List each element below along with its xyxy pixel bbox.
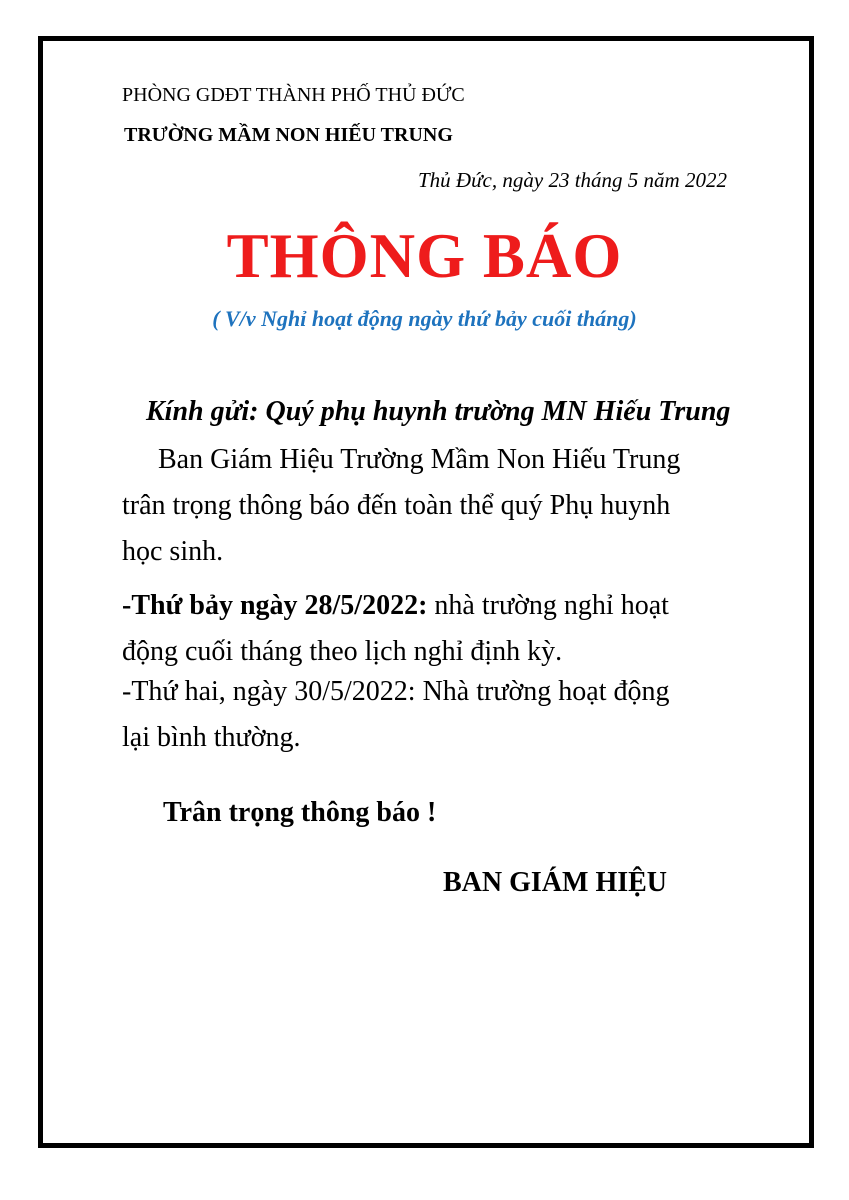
intro-line: Ban Giám Hiệu Trường Mầm Non Hiếu Trung xyxy=(158,444,681,475)
saturday-line-2: động cuối tháng theo lịch nghỉ định kỳ. xyxy=(122,636,563,667)
saturday-line-1 xyxy=(122,583,669,629)
saturday-item xyxy=(122,583,669,675)
saturday-text: nhà trường nghỉ hoạt xyxy=(427,590,669,621)
signer: BAN GIÁM HIỆU xyxy=(443,867,668,898)
notice-title: THÔNG BÁO xyxy=(226,221,623,291)
greeting: Kính gửi: Quý phụ huynh trường MN Hiếu Trung xyxy=(146,396,731,427)
saturday-date: -Thứ bảy ngày 28/5/2022: xyxy=(122,590,428,621)
monday-line-1: -Thứ hai, ngày 30/5/2022: Nhà trường hoạt động xyxy=(122,676,670,707)
school-name: TRƯỜNG MẦM NON HIẾU TRUNG xyxy=(124,124,453,146)
intro-line: trân trọng thông báo đến toàn thể quý Phụ huynh xyxy=(122,490,671,521)
closing-line: Trân trọng thông báo ! xyxy=(163,797,437,828)
intro-paragraph xyxy=(122,437,680,575)
monday-line-2: lại bình thường. xyxy=(122,722,301,753)
date-line: Thủ Đức, ngày 23 tháng 5 năm 2022 xyxy=(418,168,727,192)
notice-subtitle: ( V/v Nghỉ hoạt động ngày thứ bảy cuối tháng) xyxy=(212,306,637,331)
monday-item xyxy=(122,669,670,761)
intro-line: học sinh. xyxy=(122,536,224,567)
department-name: PHÒNG GDĐT THÀNH PHỐ THỦ ĐỨC xyxy=(122,84,465,106)
